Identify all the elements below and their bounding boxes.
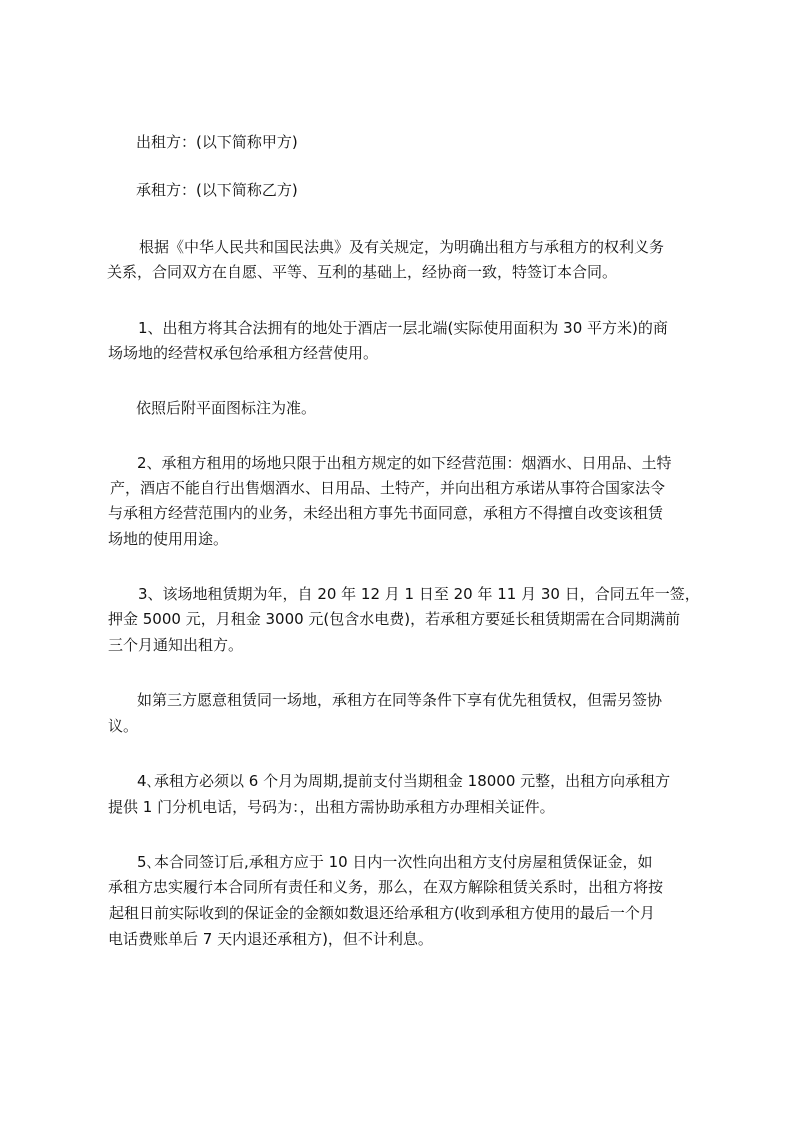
clause-5-line: 起租日前实际收到的保证金的金额如数退还给承租方(收到承租方使用的最后一个月	[109, 904, 655, 922]
priority-lease-line: 议。	[108, 717, 139, 735]
lessor-line: 出租方：(以下简称甲方)	[136, 133, 298, 151]
clause-5-line: 电话费账单后 7 天内退还承租方)，但不计利息。	[108, 930, 433, 948]
clause-3-line: 三个月通知出租方。	[108, 636, 244, 654]
clause-2-line: 场地的使用用途。	[108, 530, 229, 548]
priority-lease-line: 如第三方愿意租赁同一场地，承租方在同等条件下享有优先租赁权，但需另签协	[137, 691, 663, 709]
clause-3-line: 押金 5000 元，月租金 3000 元(包含水电费)，若承租方要延长租赁期需在合同期满前	[108, 610, 681, 628]
preamble-line: 根据《中华人民共和国民法典》及有关规定，为明确出租方与承租方的权利义务	[139, 238, 665, 256]
clause-1-line: 1、出租方将其合法拥有的地处于酒店一层北端(实际使用面积为 30 平方米)的商	[138, 319, 668, 337]
clause-5-line: 承租方忠实履行本合同所有责任和义务，那么，在双方解除租赁关系时，出租方将按	[108, 878, 664, 896]
preamble-line: 关系，合同双方在自愿、平等、互利的基础上，经协商一致，特签订本合同。	[107, 263, 618, 281]
clause-2-line: 2、承租方租用的场地只限于出租方规定的如下经营范围：烟酒水、日用品、土特	[137, 454, 672, 472]
clause-1-line: 场场地的经营权承包给承租方经营使用。	[108, 344, 379, 362]
clause-2-line: 产，酒店不能自行出售烟酒水、日用品、土特产，并向出租方承诺从事符合国家法令	[110, 479, 666, 497]
clause-4-line: 提供 1 门分机电话，号码为：，出租方需协助承租方办理相关证件。	[108, 798, 555, 816]
lessee-line: 承租方：(以下简称乙方)	[136, 181, 298, 199]
floor-plan-note: 依照后附平面图标注为准。	[136, 399, 317, 417]
clause-3-line: 3、该场地租赁期为年，自 20 年 12 月 1 日至 20 年 11 月 30 日，合同五年一签，	[138, 585, 700, 603]
clause-2-line: 与承租方经营范围内的业务，未经出租方事先书面同意，承租方不得擅自改变该租赁	[108, 504, 664, 522]
clause-5-line: 5､本合同签订后,承租方应于 10 日内一次性向出租方支付房屋租赁保证金，如	[137, 853, 653, 871]
clause-4-line: 4､承租方必须以 6 个月为周期,提前支付当期租金 18000 元整，出租方向承租方	[137, 772, 671, 790]
